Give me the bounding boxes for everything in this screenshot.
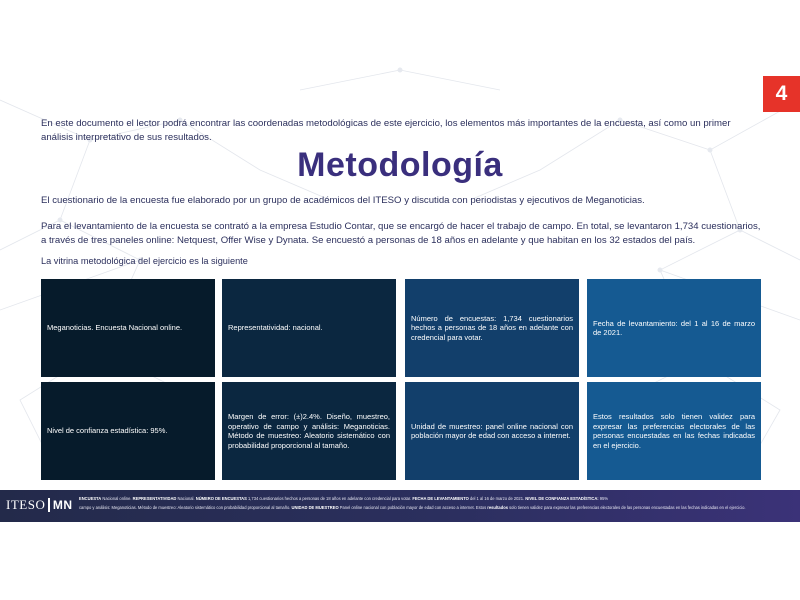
footer-value: campo y análisis: Meganoticias. Método de muestreo: Aleatorio sistemático con probabilidad proporcional al tamaño. <box>79 505 291 510</box>
logo-iteso: ITESO <box>6 497 46 512</box>
footer-value: del 1 al 16 de marzo de 2021. <box>469 496 525 501</box>
methodology-card-confianza <box>41 382 215 480</box>
methodology-card-validez <box>587 382 761 480</box>
intro-paragraph: En este documento el lector podrá encontrar las coordenadas metodológicas de este ejercicio, los elementos más importantes de la encuesta, así como un primer análisis interpretativo de sus resultados. <box>41 118 731 143</box>
logo-mn: MN <box>52 498 73 512</box>
page-number-badge: 4 <box>763 76 800 112</box>
card-text: Estos resultados solo tienen validez para expresar las preferencias electorales de las personas encuestadas en las fechas indicadas en el ejercicio. <box>593 412 755 450</box>
footer-methodology-line-2 <box>79 505 797 510</box>
footer-value: Panel online nacional con población mayor de edad con acceso a internet. <box>339 505 475 510</box>
card-text: Unidad de muestreo: panel online nacional con población mayor de edad con acceso a internet. <box>411 421 573 440</box>
card-text: Margen de error: (±)2.4%. Diseño, muestreo, operativo de campo y análisis: Meganoticias. Método de muestreo: Aleatorio sistemático con probabilidad proporcional al tamaño. <box>228 412 390 450</box>
page-title: Metodología <box>297 146 503 184</box>
paragraph-levantamiento: Para el levantamiento de la encuesta se contrató a la empresa Estudio Contar, que se encargó de hacer el trabajo de campo. En total, se levantaron 1,734 cuestionarios, a través de tres paneles online: Netquest, Offer Wise y Dynata. Se encuestó a personas de 18 años en adelante y que habitan en los 32 estados del país. <box>41 221 761 246</box>
methodology-card-margen-error <box>222 382 396 480</box>
methodology-card-unidad-muestreo <box>405 382 579 480</box>
footer-label: ENCUESTA <box>79 496 102 501</box>
footer-value: solo tienen validez para expresar las preferencias electorales de las personas encuestadas en las fechas indicadas en el ejercicio. <box>509 505 746 510</box>
methodology-card-encuesta <box>41 279 215 377</box>
footer-value: 95% <box>599 496 608 501</box>
footer-label: REPRESENTATIVIDAD <box>132 496 177 501</box>
footer-value: 1,734 cuestionarios hechos a personas de 18 años en adelante con credencial para votar. <box>248 496 412 501</box>
paragraph-cuestionario: El cuestionario de la encuesta fue elaborado por un grupo de académicos del ITESO y discutida con periodistas y ejecutivos de Meganoticias. <box>41 195 645 206</box>
footer-value: Nacional. <box>177 496 195 501</box>
footer-label: resultados <box>487 505 508 510</box>
footer-label: NIVEL DE CONFIANZA ESTADÍSTICA: <box>525 496 599 501</box>
methodology-card-numero-encuestas <box>405 279 579 377</box>
iteso-mn-logo <box>6 497 73 513</box>
card-text: Nivel de confianza estadística: 95%. <box>47 426 168 436</box>
card-text: Meganoticias. Encuesta Nacional online. <box>47 323 183 333</box>
card-text: Número de encuestas: 1,734 cuestionarios hechos a personas de 18 años en adelante con credencial para votar. <box>411 313 573 342</box>
footer-value: Nacional online. <box>102 496 132 501</box>
card-text: Fecha de levantamiento: del 1 al 16 de marzo de 2021. <box>593 318 755 337</box>
footer-value: Estos <box>475 505 487 510</box>
vitrina-label: La vitrina metodológica del ejercicio es la siguiente <box>41 256 248 266</box>
footer-methodology-line-1 <box>79 496 797 501</box>
card-text: Representatividad: nacional. <box>228 323 323 333</box>
methodology-card-representatividad <box>222 279 396 377</box>
methodology-card-fecha <box>587 279 761 377</box>
footer-label: UNIDAD DE MUESTREO <box>291 505 339 510</box>
footer-label: FECHA DE LEVANTAMIENTO <box>412 496 469 501</box>
logo-separator <box>48 498 50 512</box>
footer-label: NÚMERO DE ENCUESTAS <box>195 496 247 501</box>
